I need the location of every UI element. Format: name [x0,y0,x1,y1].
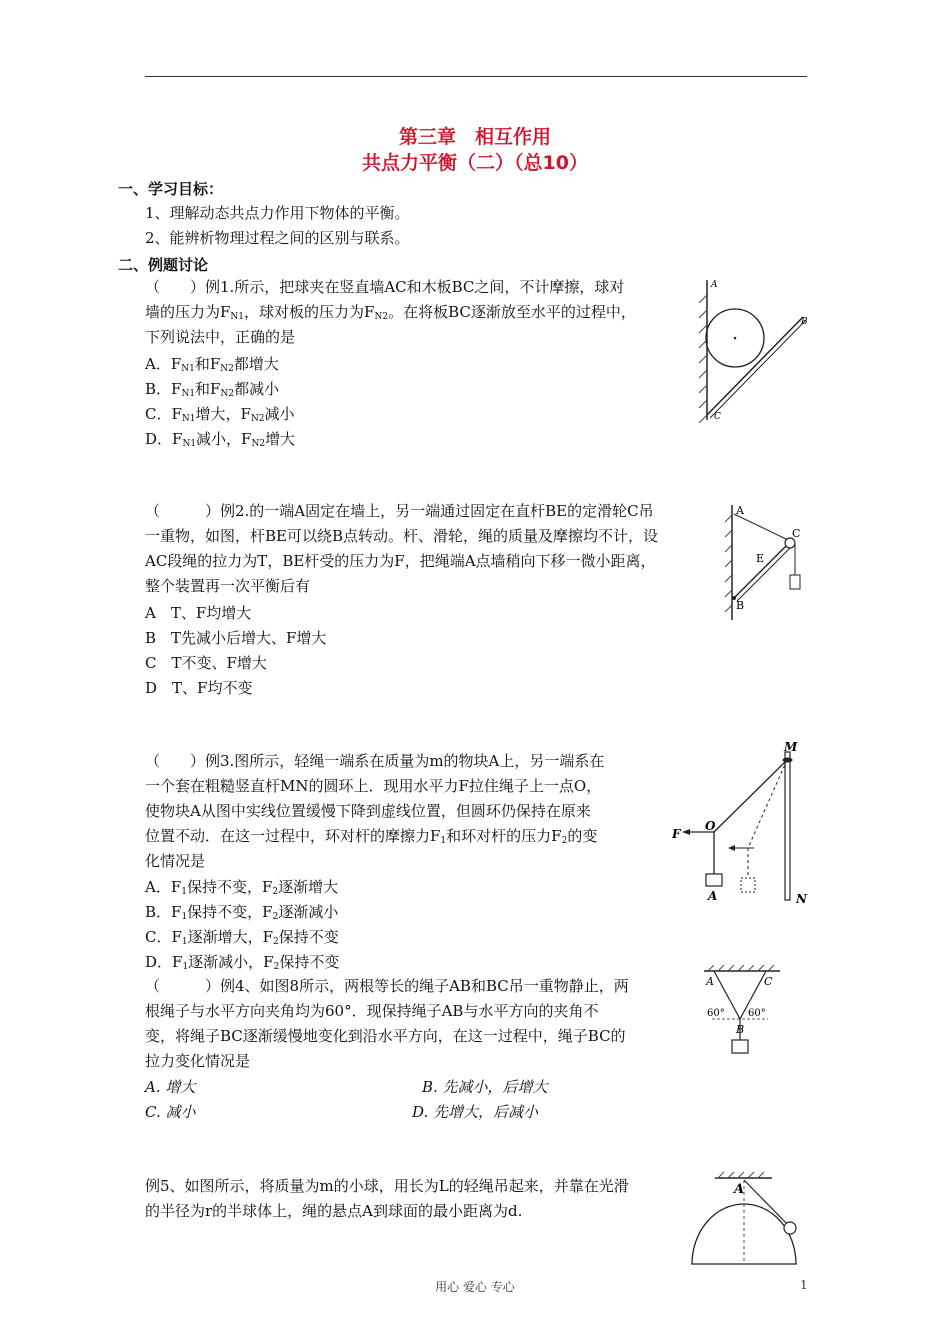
ex2-line-2: 一重物，如图，杆BE可以绕B点转动。杆、滑轮，绳的质量及摩擦均不计，设 [145,527,658,545]
ex3-label-n: N [796,892,807,906]
ex2-label-a: A [736,504,744,517]
ex2-option-d: D T、F均不变 [145,679,253,697]
ex1-line-1: （ ）例1.所示，把球夹在竖直墙AC和木板BC之间，不计摩擦，球对 [145,278,625,296]
ex2-option-a: A T、F均增大 [145,604,252,622]
ex4-option-a: A. 增大 [145,1078,196,1096]
ex4-option-d: D. 先增大，后减小 [412,1103,539,1121]
ex2-figure [720,500,815,625]
section2-heading: 二、例题讨论 [118,256,209,274]
chapter-title: 第三章 相互作用 [398,126,551,148]
ex3-line-4: 位置不动．在这一过程中，环对杆的摩擦力$F_1$和环对杆的压力$F_2$的变 [145,827,598,846]
ex3-line-2: 一个套在粗糙竖直杆MN的圆环上．现用水平力F拉住绳子上一点O， [145,777,602,795]
ex3-option-b: B．$F_1$保持不变，$F_2$逐渐减小 [145,903,339,922]
ex1-line-2: 墙的压力为$F_{N1}$，球对板的压力为$F_{N2}$。在将板BC逐渐放至水平的过程中， [145,303,636,322]
ex3-line-1: （ ）例3.图所示，轻绳一端系在质量为m的物块A上，另一端系在 [145,752,605,770]
ex4-line-1: （ ）例4、如图8所示，两根等长的绳子AB和BC吊一重物静止，两 [145,977,629,995]
ex1-option-d: D．$F_{N1}$减小，$F_{N2}$增大 [145,430,296,449]
ex1-label-a: A [711,280,718,290]
ex4-figure [700,965,785,1060]
ex4-option-c: C. 减小 [145,1103,196,1121]
ex2-option-b: B T先减小后增大、F增大 [145,629,327,647]
ex3-option-d: D．$F_1$逐渐减小，$F_2$保持不变 [145,953,340,972]
ex4-line-2: 根绳子与水平方向夹角均为60°．现保持绳子AB与水平方向的夹角不 [145,1002,599,1020]
ex2-line-1: （ ）例2.的一端A固定在墙上，另一端通过固定在直杆BE的定滑轮C吊 [145,502,654,520]
ex2-label-b: B [736,599,745,612]
ex3-label-a: A [708,889,718,903]
footer-motto: 用心 爱心 专心 [435,1280,515,1294]
top-rule [145,76,807,77]
ex2-option-c: C T不变、F增大 [145,654,267,672]
ex1-label-b: B [801,317,808,327]
ex5-line-1: 例5、如图所示，将质量为m的小球，用长为L的轻绳吊起来，并靠在光滑 [145,1177,629,1195]
ex4-angle-left: 60° [707,1008,725,1019]
lesson-title: 共点力平衡（二）（总10） [362,152,588,174]
ex3-label-f: F [672,827,681,841]
ex3-line-3: 使物块A从图中实线位置缓慢下降到虚线位置，但圆环仍保持在原来 [145,802,591,820]
ex4-line-4: 拉力变化情况是 [145,1052,251,1070]
ex1-option-a: A．$F_{N1}$和$F_{N2}$都增大 [145,355,279,374]
ex3-label-m: M [784,740,798,754]
ex2-line-4: 整个装置再一次平衡后有 [145,577,311,595]
ex3-label-o: O [705,819,716,833]
ex3-option-a: A．$F_1$保持不变，$F_2$逐渐增大 [145,878,339,897]
ex4-line-3: 变，将绳子BC逐渐缓慢地变化到沿水平方向，在这一过程中，绳子BC的 [145,1027,626,1045]
ex3-line-5: 化情况是 [145,852,206,870]
section1-heading: 一、学习目标： [118,180,224,198]
goal-1: 1、理解动态共点力作用下物体的平衡。 [145,204,410,222]
ex1-line-3: 下列说法中，正确的是 [145,328,296,346]
ex1-label-c: C [714,412,721,422]
goal-2: 2、能辨析物理过程之间的区别与联系。 [145,229,410,247]
ex2-label-e: E [756,552,765,565]
ex5-line-2: 的半径为r的半球体上，绳的悬点A到球面的最小距离为d. [145,1202,523,1220]
ex4-option-b: B. 先减小，后增大 [422,1078,548,1096]
ex4-label-b: B [736,1023,745,1036]
ex3-option-c: C．$F_1$逐渐增大，$F_2$保持不变 [145,928,339,947]
ex5-figure [690,1168,800,1268]
ex2-label-c: C [792,527,801,540]
ex4-angle-right: 60° [748,1008,766,1019]
ex4-label-a: A [706,975,714,988]
ex5-label-a: A [734,1182,745,1197]
ex4-label-c: C [764,975,773,988]
page-number: 1 [800,1278,808,1292]
ex1-option-b: B．$F_{N1}$和$F_{N2}$都减小 [145,380,280,399]
ex1-option-c: C．$F_{N1}$增大，$F_{N2}$减小 [145,405,295,424]
ex1-figure [695,275,815,425]
ex3-figure [672,740,820,910]
ex2-line-3: AC段绳的拉力为T，BE杆受的压力为F，把绳端A点墙稍向下移一微小距离， [145,552,656,570]
